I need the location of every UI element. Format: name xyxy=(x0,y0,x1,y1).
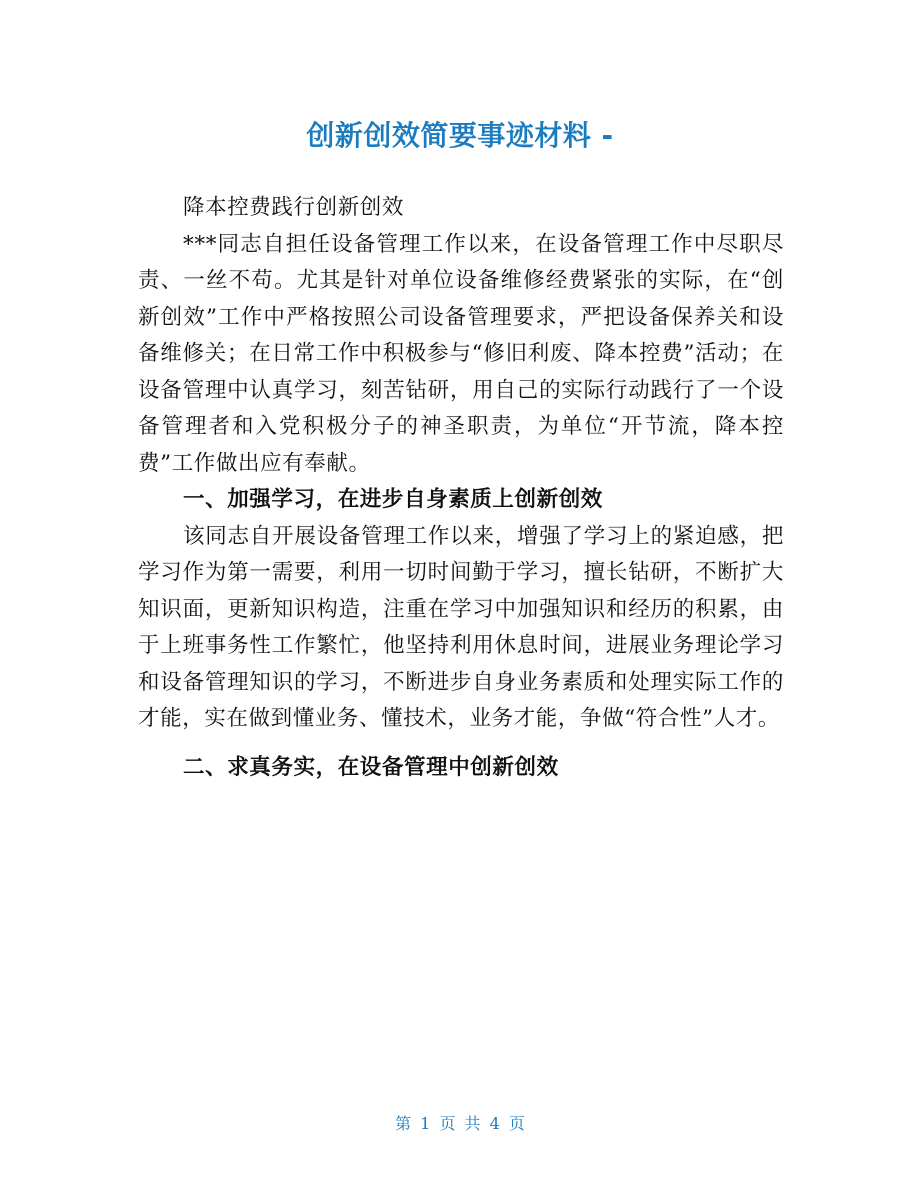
section-2-heading: 二、求真务实，在设备管理中创新创效 xyxy=(183,754,559,780)
document-body xyxy=(138,190,784,786)
document-subtitle: 降本控费践行创新创效 xyxy=(183,195,405,220)
section-1-heading: 一、加强学习，在进步自身素质上创新创效 xyxy=(183,487,603,512)
section-1-paragraph: 该同志自开展设备管理工作以来，增强了学习上的紧迫感，把学习作为第一需要，利用一切时间勤于学习，擅长钻研，不断扩大知识面，更新知识构造，注重在学习中加强知识和经历的积累，由于上班事务性工作繁忙，他坚持利用休息时间，进展业务理论学习和设备管理知识的学习，不断进步自身业务素质和处理实际工作的才能，实在做到懂业务、懂技术，业务才能，争做“符合性”人才。 xyxy=(138,523,784,731)
document-title: 创新创效简要事迹材料 - xyxy=(306,119,614,152)
intro-paragraph: ***同志自担任设备管理工作以来，在设备管理工作中尽职尽责、一丝不苟。尤其是针对单位设备维修经费紧张的实际，在“创新创效”工作中严格按照公司设备管理要求，严把设备保养关和设备维修关；在日常工作中积极参与“修旧利废、降本控费”活动；在设备管理中认真学习，刻苦钻研，用自己的实际行动践行了一个设备管理者和入党积极分子的神圣职责，为单位“开节流，降本控费”工作做出应有奉献。 xyxy=(138,231,784,476)
page-footer: 第 1 页 共 4 页 xyxy=(395,1114,525,1133)
